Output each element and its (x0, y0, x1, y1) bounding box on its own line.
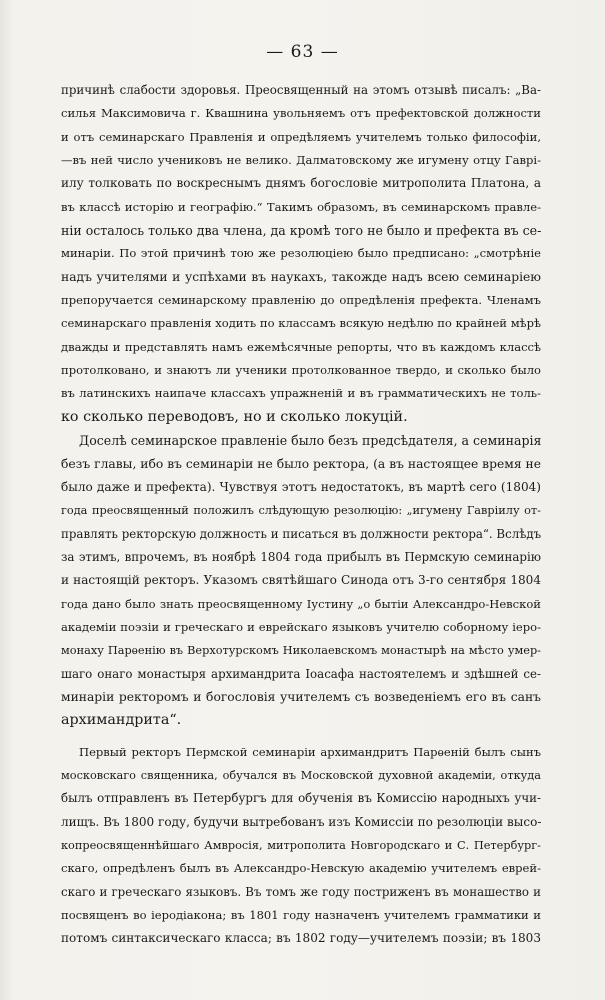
text-line: потомъ синтаксическаго класса; въ 1802 году—учителемъ поэзіи; въ 1803 (61, 931, 541, 946)
paragraph-gap (61, 733, 541, 741)
text-line: дважды и представлять намъ ежемѣсячные репорты, что въ каждомъ классѣ (61, 339, 541, 354)
text-line: и отъ семинарскаго Правленія и опредѣляемъ учителемъ только философіи, (61, 129, 541, 144)
text-line: шаго онаго монастыря архимандрита Іоасафа настоятелемъ и здѣшней се- (61, 666, 541, 681)
text-line: года преосвященный положилъ слѣдующую резолюцію: „игумену Гаврiилу от- (61, 504, 541, 518)
text-line: ніи осталось только два члена, да кромѣ того не было и префекта въ се- (61, 223, 541, 239)
text-line: года дано было знать преосвященному Іустину „о бытіи Александро-Невской (61, 596, 541, 611)
text-line: архимандрита“. (61, 712, 182, 729)
paragraph-1 (61, 79, 541, 429)
text-line: илу толковать по воскреснымъ днямъ богословіе митрополита Платона, а (61, 176, 541, 191)
text-line: скаго и греческаго языковъ. Въ томъ же году постриженъ въ монашество и (61, 884, 541, 899)
paragraph-3 (61, 741, 541, 951)
paragraph-2 (61, 429, 541, 732)
text-line: копреосвященнѣйшаго Амвросія, митрополита Новгородскаго и С. Петербург- (61, 839, 541, 852)
text-line: ко сколько переводовъ, но и сколько локуцій. (61, 408, 408, 425)
text-line: безъ главы, ибо въ семинаріи не было ректора, (а въ настоящее время не (61, 456, 541, 471)
text-line: было даже и префекта). Чувствуя этотъ недостатокъ, въ мартѣ сего (1804) (61, 479, 541, 494)
body-text (61, 79, 541, 951)
text-line: Первый ректоръ Пермской семинаріи архимандритъ Парѳеній былъ сынъ (79, 744, 541, 759)
text-line: лищъ. Въ 1800 году, будучи вытребованъ изъ Комиссіи по резолюціи высо- (61, 814, 541, 829)
text-line: въ классѣ исторію и географію.“ Такимъ образомъ, въ семинарскомъ правле- (61, 199, 541, 214)
text-line: за этимъ, впрочемъ, въ ноябрѣ 1804 года прибылъ въ Пермскую семинарію (61, 549, 541, 564)
text-line: и настоящій ректоръ. Указомъ святѣйшаго Синода отъ 3-го сентября 1804 (61, 573, 541, 588)
text-line: скаго, опредѣленъ былъ въ Александро-Невскую академію учителемъ еврей- (61, 861, 541, 876)
text-line: силья Максимовича г. Квашнина увольняемъ отъ префектовской должности (61, 106, 541, 121)
text-line: надъ учителями и успѣхами въ наукахъ, такожде надъ всею семинаріею (61, 269, 541, 284)
text-line: Доселѣ семинарское правленіе было безъ предсѣдателя, а семинарія (79, 433, 541, 449)
text-line: семинарскаго правленія ходить по классамъ всякую недѣлю по крайней мѣрѣ (61, 316, 541, 331)
text-line: минаріи. По этой причинѣ тою же резолюціею было предписано: „смотрѣніе (61, 246, 541, 261)
text-line: посвященъ во іеродіакона; въ 1801 году назначенъ учителемъ грамматики и (61, 908, 541, 923)
text-line: минаріи ректоромъ и богословія учителемъ съ возведеніемъ его въ санъ (61, 689, 541, 704)
text-line: препоручается семинарскому правленію до опредѣленія префекта. Членамъ (61, 293, 541, 308)
text-line: правлять ректорскую должность и писаться въ должности ректора“. Вслѣдъ (61, 526, 541, 541)
page-number: — 63 — (266, 42, 339, 62)
text-line: монаху Парѳенію въ Верхотурскомъ Николаевскомъ монастырѣ на мѣсто умер- (61, 644, 541, 658)
text-line: причинѣ слабости здоровья. Преосвященный на этомъ отзывѣ писалъ: „Ва- (61, 83, 541, 97)
text-line: —въ ней число учениковъ не велико. Далматовскому же игумену отцу Гаврі- (61, 153, 541, 168)
text-line: академіи поэзіи и греческаго и еврейскаго языковъ учителю соборному іеро- (61, 619, 541, 634)
text-line: московскаго священника, обучался въ Московской духовной академіи, откуда (61, 768, 541, 782)
text-line: былъ отправленъ въ Петербургъ для обученія въ Комиссію народныхъ учи- (61, 791, 541, 806)
text-line: протолковано, и знаютъ ли ученики протолкованное твердо, и сколько было (61, 363, 541, 378)
text-line: въ латинскихъ наипаче классахъ упражненій и въ грамматическихъ не толь- (61, 386, 541, 401)
